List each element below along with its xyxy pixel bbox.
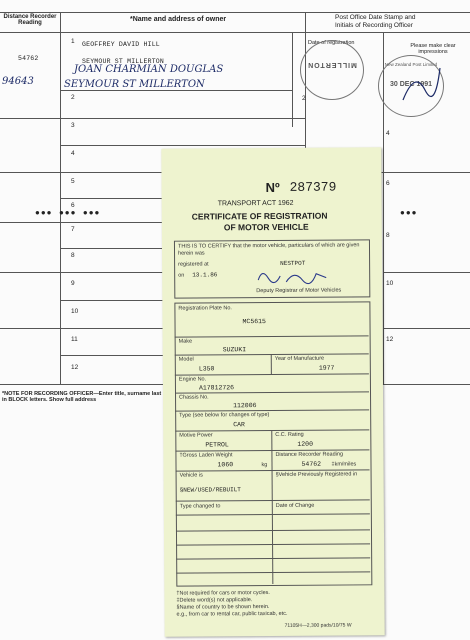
row-number: 8: [71, 252, 75, 259]
certificate-number-label: Nº: [265, 179, 280, 196]
registrar-signature: [254, 266, 334, 291]
registered-at-label: registered at: [178, 261, 209, 268]
certificate-title-2: OF MOTOR VEHICLE: [223, 221, 309, 233]
type-label: Type (see below for changes of type): [179, 412, 270, 419]
distance-label: Distance Recorder Reading: [275, 451, 344, 458]
type-value: CAR: [233, 421, 245, 429]
row-number: 4: [71, 150, 75, 157]
chassis-value: 112006: [233, 402, 257, 410]
postmark-1-text: MILLERTON: [307, 61, 357, 68]
vehicle-is-value: §NEW/USED/REBUILT: [179, 486, 241, 494]
engine-label: Engine No.: [178, 376, 207, 383]
row-marker: 8: [386, 232, 390, 239]
row-marker: 12: [386, 336, 394, 343]
type-changed-label: Type changed to: [179, 503, 221, 510]
col-distance-header: Distance Recorder Reading: [3, 14, 57, 26]
owner-2-address: SEYMOUR ST MILLERTON: [64, 79, 205, 90]
power-label: Motive Power: [179, 432, 213, 439]
cc-label: C.C. Rating: [275, 431, 304, 438]
model-label: Model: [178, 356, 194, 363]
year-label: Year of Manufacture: [274, 355, 325, 362]
footnote-4: e.g., from car to rental car, public taxicab, etc.: [176, 610, 288, 618]
row-number: 6: [71, 202, 75, 209]
print-code: 71105H—2,300 pads/10/75 W: [284, 622, 352, 629]
year-value: 1977: [318, 364, 335, 372]
weight-value: 1060: [217, 461, 234, 469]
make-value: SUZUKI: [222, 346, 247, 354]
row-marker: 4: [386, 130, 390, 137]
owner-2-name: JOAN CHARMIAN DOUGLAS: [74, 64, 224, 75]
col-stamp-header-1: Post Office Date Stamp and: [335, 14, 416, 21]
col-owner-header: *Name and address of owner: [130, 16, 227, 23]
date-of-registration-label: Date of registration: [308, 40, 355, 46]
row-number: 5: [71, 178, 75, 185]
previously-registered-label: §Vehicle Previously Registered in: [275, 471, 358, 478]
odometer-entry-2: 94643: [2, 76, 34, 87]
row-number: 11: [71, 336, 78, 343]
certificate-number: 287379: [289, 179, 337, 195]
row-number: 3: [71, 122, 75, 129]
make-label: Make: [178, 338, 193, 345]
act-title: TRANSPORT ACT 1962: [217, 199, 294, 208]
officer-initials-signature: [395, 60, 445, 110]
deputy-registrar: Deputy Registrar of Motor Vehicles: [256, 287, 342, 295]
dot-separator: ●●● ●●● ●●●: [35, 208, 101, 217]
recording-officer-note: *NOTE FOR RECORDING OFFICER—Enter title, surname last in BLOCK letters. Show full address: [2, 391, 162, 403]
footnote-1: †Not required for cars or motor cycles.: [176, 590, 270, 597]
certify-text: THIS IS TO CERTIFY that the motor vehicle, particulars of which are given herein was: [177, 242, 360, 257]
col-stamp-header-2: Initials of Recording Officer: [335, 22, 413, 29]
odometer-entry-1: 54762: [18, 55, 39, 62]
postmark-2-ring: New Zealand Post Limited: [384, 62, 438, 67]
distance-value: 54762: [301, 460, 322, 468]
registration-certificate: [161, 147, 384, 637]
row-marker: 2: [302, 95, 306, 102]
distance-unit: ‡km/miles: [331, 461, 357, 468]
model-value: L350: [198, 365, 215, 373]
make-impressions-label: Please make clear impressions: [410, 43, 456, 55]
weight-label: †Gross Laden Weight: [179, 452, 233, 459]
registered-on-label: on: [178, 272, 185, 279]
cc-value: 1200: [297, 440, 313, 448]
weight-unit: kg: [261, 462, 268, 469]
certificate-title-1: CERTIFICATE OF REGISTRATION: [191, 210, 328, 222]
registered-at-value: NESTPOT: [280, 259, 306, 267]
vehicle-is-label: Vehicle is: [179, 472, 203, 479]
postmark-stamp-1: [300, 40, 364, 100]
row-marker: 10: [386, 280, 394, 287]
dot-separator: ●●●: [400, 208, 418, 217]
row-marker: 6: [386, 180, 390, 187]
chassis-label: Chassis No.: [179, 394, 209, 401]
engine-value: A17812726: [198, 384, 235, 392]
postmark-2-date: 30 DEC 1991: [389, 81, 433, 88]
date-change-label: Date of Change: [275, 502, 315, 509]
footnote-3: §Name of country to be shown herein.: [176, 604, 270, 611]
row-number: 10: [71, 308, 79, 315]
plate-label: Registration Plate No.: [178, 305, 232, 312]
owner-1-name: GEOFFREY DAVID HILL: [82, 41, 160, 48]
registered-on-value: 13.1.86: [192, 271, 218, 279]
footnote-2: ‡Delete word(s) not applicable.: [176, 597, 253, 604]
row-number: 9: [71, 280, 75, 287]
power-value: PETROL: [205, 441, 229, 449]
owner-1-address: SEYMOUR ST MILLERTON: [82, 58, 165, 65]
row-number: 1: [71, 38, 75, 45]
row-number: 7: [71, 226, 75, 233]
row-number: 2: [71, 94, 75, 101]
row-number: 12: [71, 364, 79, 371]
plate-value: MC5615: [242, 318, 266, 326]
